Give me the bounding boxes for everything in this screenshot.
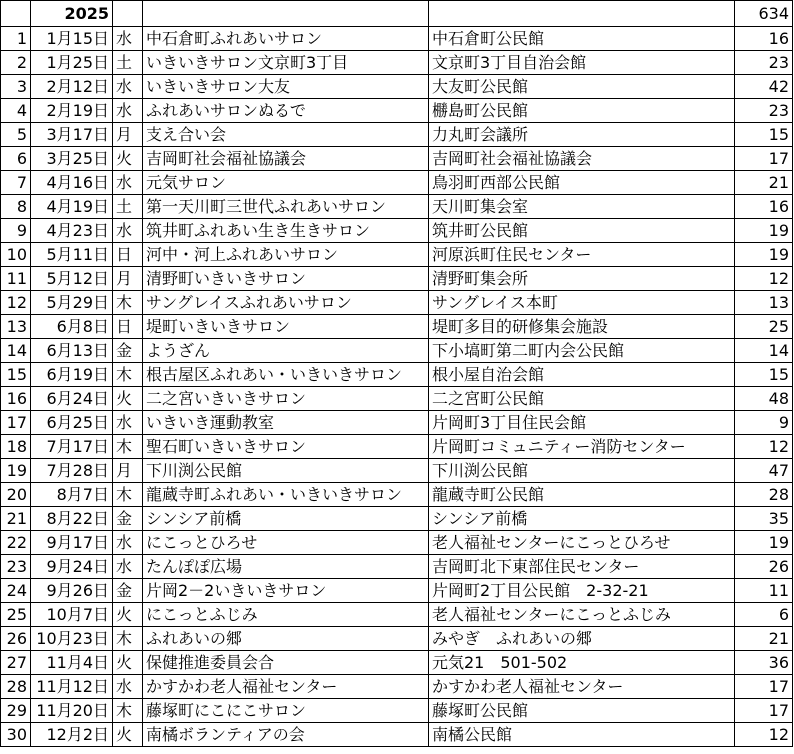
row-number-cell[interactable]: 19	[1, 459, 31, 483]
attendee-count-cell[interactable]: 13	[735, 291, 793, 315]
venue-cell[interactable]: 根小屋自治会館	[429, 363, 735, 387]
table-row	[1, 651, 793, 675]
attendee-count-cell[interactable]: 17	[735, 699, 793, 723]
event-name-cell[interactable]: 下川渕公民館	[143, 459, 429, 483]
weekday-cell[interactable]: 火	[113, 147, 143, 171]
attendee-count-cell[interactable]: 12	[735, 267, 793, 291]
date-cell[interactable]: 11月20日	[31, 699, 113, 723]
row-number-cell[interactable]: 28	[1, 675, 31, 699]
row-number-cell[interactable]: 29	[1, 699, 31, 723]
table-row	[1, 675, 793, 699]
venue-cell[interactable]: 筑井町公民館	[429, 219, 735, 243]
header-cell-dow[interactable]	[113, 1, 143, 27]
event-name-cell[interactable]: たんぽぽ広場	[143, 555, 429, 579]
row-number-cell[interactable]: 18	[1, 435, 31, 459]
attendee-count-cell[interactable]: 19	[735, 219, 793, 243]
event-name-cell[interactable]: ふれあいサロンぬるで	[143, 99, 429, 123]
weekday-cell[interactable]: 火	[113, 723, 143, 747]
date-cell[interactable]: 4月19日	[31, 195, 113, 219]
venue-cell[interactable]: 老人福祉センターにこっとひろせ	[429, 531, 735, 555]
year-cell[interactable]: 2025	[31, 1, 113, 27]
row-number-cell[interactable]: 5	[1, 123, 31, 147]
venue-cell[interactable]: かすかわ老人福祉センター	[429, 675, 735, 699]
row-number-cell[interactable]: 1	[1, 27, 31, 51]
row-number-cell[interactable]: 14	[1, 339, 31, 363]
date-cell[interactable]: 6月8日	[31, 315, 113, 339]
table-row	[1, 531, 793, 555]
table-row	[1, 699, 793, 723]
attendee-count-cell[interactable]: 19	[735, 243, 793, 267]
attendee-count-cell[interactable]: 28	[735, 483, 793, 507]
weekday-cell[interactable]: 土	[113, 195, 143, 219]
attendee-count-cell[interactable]: 11	[735, 579, 793, 603]
row-number-cell[interactable]: 13	[1, 315, 31, 339]
row-number-cell[interactable]: 16	[1, 387, 31, 411]
date-cell[interactable]: 2月12日	[31, 75, 113, 99]
venue-cell[interactable]: 河原浜町住民センター	[429, 243, 735, 267]
attendee-count-cell[interactable]: 17	[735, 147, 793, 171]
venue-cell[interactable]: 元気21 501-502	[429, 651, 735, 675]
date-cell[interactable]: 3月25日	[31, 147, 113, 171]
event-name-cell[interactable]: 元気サロン	[143, 171, 429, 195]
table-row	[1, 723, 793, 747]
row-number-cell[interactable]: 6	[1, 147, 31, 171]
venue-cell[interactable]: 吉岡町社会福祉協議会	[429, 147, 735, 171]
row-number-cell[interactable]: 30	[1, 723, 31, 747]
row-number-cell[interactable]: 25	[1, 603, 31, 627]
event-name-cell[interactable]: ようざん	[143, 339, 429, 363]
table-row	[1, 267, 793, 291]
weekday-cell[interactable]: 月	[113, 123, 143, 147]
row-number-cell[interactable]: 20	[1, 483, 31, 507]
table-row	[1, 243, 793, 267]
header-cell-venue[interactable]	[429, 1, 735, 27]
table-row	[1, 171, 793, 195]
event-name-cell[interactable]: 龍蔵寺町ふれあい・いきいきサロン	[143, 483, 429, 507]
attendee-count-cell[interactable]: 9	[735, 411, 793, 435]
weekday-cell[interactable]: 水	[113, 555, 143, 579]
venue-cell[interactable]: 片岡町3丁目住民会館	[429, 411, 735, 435]
venue-cell[interactable]: 下小塙町第二町内会公民館	[429, 339, 735, 363]
table-row	[1, 603, 793, 627]
attendee-count-cell[interactable]: 17	[735, 675, 793, 699]
venue-cell[interactable]: みやぎ ふれあいの郷	[429, 627, 735, 651]
weekday-cell[interactable]: 水	[113, 75, 143, 99]
date-cell[interactable]: 6月13日	[31, 339, 113, 363]
event-name-cell[interactable]: 第一天川町三世代ふれあいサロン	[143, 195, 429, 219]
weekday-cell[interactable]: 水	[113, 531, 143, 555]
attendee-count-cell[interactable]: 21	[735, 627, 793, 651]
table-row	[1, 123, 793, 147]
row-number-cell[interactable]: 15	[1, 363, 31, 387]
event-name-cell[interactable]: 吉岡町社会福祉協議会	[143, 147, 429, 171]
event-name-cell[interactable]: 中石倉町ふれあいサロン	[143, 27, 429, 51]
table-row	[1, 435, 793, 459]
venue-cell[interactable]: 清野町集会所	[429, 267, 735, 291]
venue-cell[interactable]: 老人福祉センターにこっとふじみ	[429, 603, 735, 627]
table-row	[1, 579, 793, 603]
date-cell[interactable]: 7月28日	[31, 459, 113, 483]
event-name-cell[interactable]: 支え合い会	[143, 123, 429, 147]
event-name-cell[interactable]: 聖石町いきいきサロン	[143, 435, 429, 459]
table-row	[1, 507, 793, 531]
weekday-cell[interactable]: 火	[113, 387, 143, 411]
row-number-cell[interactable]: 22	[1, 531, 31, 555]
date-cell[interactable]: 8月7日	[31, 483, 113, 507]
date-cell[interactable]: 6月25日	[31, 411, 113, 435]
weekday-cell[interactable]: 水	[113, 171, 143, 195]
attendee-count-cell[interactable]: 23	[735, 51, 793, 75]
date-cell[interactable]: 4月16日	[31, 171, 113, 195]
attendee-count-cell[interactable]: 35	[735, 507, 793, 531]
attendee-count-cell[interactable]: 12	[735, 435, 793, 459]
venue-cell[interactable]: 龍蔵寺町公民館	[429, 483, 735, 507]
event-name-cell[interactable]: ふれあいの郷	[143, 627, 429, 651]
row-number-cell[interactable]: 11	[1, 267, 31, 291]
weekday-cell[interactable]: 木	[113, 291, 143, 315]
event-name-cell[interactable]: 片岡2－2いきいきサロン	[143, 579, 429, 603]
date-cell[interactable]: 3月17日	[31, 123, 113, 147]
table-row	[1, 339, 793, 363]
date-cell[interactable]: 11月4日	[31, 651, 113, 675]
event-name-cell[interactable]: シンシア前橋	[143, 507, 429, 531]
venue-cell[interactable]: 鳥羽町西部公民館	[429, 171, 735, 195]
weekday-cell[interactable]: 木	[113, 483, 143, 507]
header-cell-name[interactable]	[143, 1, 429, 27]
row-number-cell[interactable]: 12	[1, 291, 31, 315]
venue-cell[interactable]: 吉岡町北下東部住民センター	[429, 555, 735, 579]
weekday-cell[interactable]: 木	[113, 435, 143, 459]
venue-cell[interactable]: 藤塚町公民館	[429, 699, 735, 723]
row-number-cell[interactable]: 9	[1, 219, 31, 243]
weekday-cell[interactable]: 水	[113, 411, 143, 435]
date-cell[interactable]: 2月19日	[31, 99, 113, 123]
event-name-cell[interactable]: 二之宮いきいきサロン	[143, 387, 429, 411]
date-cell[interactable]: 9月17日	[31, 531, 113, 555]
event-name-cell[interactable]: いきいきサロン文京町3丁目	[143, 51, 429, 75]
table-row	[1, 75, 793, 99]
table-row	[1, 51, 793, 75]
table-row	[1, 27, 793, 51]
date-cell[interactable]: 7月17日	[31, 435, 113, 459]
date-cell[interactable]: 6月24日	[31, 387, 113, 411]
attendee-count-cell[interactable]: 16	[735, 195, 793, 219]
venue-cell[interactable]: 天川町集会室	[429, 195, 735, 219]
event-name-cell[interactable]: 保健推進委員会合	[143, 651, 429, 675]
weekday-cell[interactable]: 月	[113, 267, 143, 291]
weekday-cell[interactable]: 木	[113, 363, 143, 387]
table-row	[1, 627, 793, 651]
date-cell[interactable]: 4月23日	[31, 219, 113, 243]
date-cell[interactable]: 5月29日	[31, 291, 113, 315]
date-cell[interactable]: 10月7日	[31, 603, 113, 627]
venue-cell[interactable]: 南橘公民館	[429, 723, 735, 747]
weekday-cell[interactable]: 日	[113, 243, 143, 267]
weekday-cell[interactable]: 水	[113, 219, 143, 243]
event-name-cell[interactable]: 藤塚町にこにこサロン	[143, 699, 429, 723]
table-row	[1, 363, 793, 387]
weekday-cell[interactable]: 日	[113, 315, 143, 339]
date-cell[interactable]: 12月2日	[31, 723, 113, 747]
event-name-cell[interactable]: 河中・河上ふれあいサロン	[143, 243, 429, 267]
date-cell[interactable]: 1月25日	[31, 51, 113, 75]
venue-cell[interactable]: 中石倉町公民館	[429, 27, 735, 51]
date-cell[interactable]: 6月19日	[31, 363, 113, 387]
venue-cell[interactable]: 片岡町コミュニティー消防センター	[429, 435, 735, 459]
table-row	[1, 195, 793, 219]
row-number-cell[interactable]: 4	[1, 99, 31, 123]
event-name-cell[interactable]: 南橘ボランティアの会	[143, 723, 429, 747]
row-number-cell[interactable]: 10	[1, 243, 31, 267]
header-row	[1, 1, 793, 27]
table-row	[1, 147, 793, 171]
attendee-count-cell[interactable]: 19	[735, 531, 793, 555]
table-row	[1, 483, 793, 507]
attendee-count-cell[interactable]: 26	[735, 555, 793, 579]
weekday-cell[interactable]: 水	[113, 27, 143, 51]
attendee-count-cell[interactable]: 15	[735, 363, 793, 387]
row-number-cell[interactable]: 3	[1, 75, 31, 99]
weekday-cell[interactable]: 金	[113, 339, 143, 363]
event-name-cell[interactable]: いきいきサロン大友	[143, 75, 429, 99]
weekday-cell[interactable]: 水	[113, 675, 143, 699]
table-body	[1, 1, 793, 747]
header-cell-no[interactable]	[1, 1, 31, 27]
venue-cell[interactable]: 二之宮町公民館	[429, 387, 735, 411]
table-row	[1, 555, 793, 579]
event-name-cell[interactable]: にこっとひろせ	[143, 531, 429, 555]
row-number-cell[interactable]: 7	[1, 171, 31, 195]
attendee-count-cell[interactable]: 21	[735, 171, 793, 195]
venue-cell[interactable]: 堤町多目的研修集会施設	[429, 315, 735, 339]
event-name-cell[interactable]: 根古屋区ふれあい・いきいきサロン	[143, 363, 429, 387]
weekday-cell[interactable]: 土	[113, 51, 143, 75]
table-row	[1, 459, 793, 483]
weekday-cell[interactable]: 木	[113, 627, 143, 651]
event-name-cell[interactable]: いきいき運動教室	[143, 411, 429, 435]
venue-cell[interactable]: 文京町3丁目自治会館	[429, 51, 735, 75]
weekday-cell[interactable]: 月	[113, 459, 143, 483]
table-row	[1, 411, 793, 435]
attendee-count-cell[interactable]: 14	[735, 339, 793, 363]
row-number-cell[interactable]: 2	[1, 51, 31, 75]
event-name-cell[interactable]: かすかわ老人福祉センター	[143, 675, 429, 699]
event-name-cell[interactable]: にこっとふじみ	[143, 603, 429, 627]
venue-cell[interactable]: 片岡町2丁目公民館 2-32-21	[429, 579, 735, 603]
weekday-cell[interactable]: 金	[113, 579, 143, 603]
table-row	[1, 315, 793, 339]
attendee-count-cell[interactable]: 25	[735, 315, 793, 339]
venue-cell[interactable]: 下川渕公民館	[429, 459, 735, 483]
date-cell[interactable]: 11月12日	[31, 675, 113, 699]
row-number-cell[interactable]: 27	[1, 651, 31, 675]
date-cell[interactable]: 5月11日	[31, 243, 113, 267]
event-name-cell[interactable]: 堤町いきいきサロン	[143, 315, 429, 339]
row-number-cell[interactable]: 26	[1, 627, 31, 651]
weekday-cell[interactable]: 火	[113, 603, 143, 627]
date-cell[interactable]: 10月23日	[31, 627, 113, 651]
date-cell[interactable]: 9月24日	[31, 555, 113, 579]
attendee-count-cell[interactable]: 36	[735, 651, 793, 675]
weekday-cell[interactable]: 木	[113, 699, 143, 723]
weekday-cell[interactable]: 火	[113, 651, 143, 675]
attendee-count-cell[interactable]: 42	[735, 75, 793, 99]
date-cell[interactable]: 8月22日	[31, 507, 113, 531]
attendee-count-cell[interactable]: 15	[735, 123, 793, 147]
table-row	[1, 219, 793, 243]
row-number-cell[interactable]: 17	[1, 411, 31, 435]
table-row	[1, 387, 793, 411]
attendee-count-cell[interactable]: 12	[735, 723, 793, 747]
row-number-cell[interactable]: 8	[1, 195, 31, 219]
weekday-cell[interactable]: 水	[113, 99, 143, 123]
venue-cell[interactable]: サングレイス本町	[429, 291, 735, 315]
table-row	[1, 99, 793, 123]
attendee-count-cell[interactable]: 48	[735, 387, 793, 411]
venue-cell[interactable]: シンシア前橋	[429, 507, 735, 531]
attendee-count-cell[interactable]: 23	[735, 99, 793, 123]
date-cell[interactable]: 1月15日	[31, 27, 113, 51]
total-count-cell[interactable]: 634	[735, 1, 793, 27]
event-name-cell[interactable]: サングレイスふれあいサロン	[143, 291, 429, 315]
event-name-cell[interactable]: 清野町いきいきサロン	[143, 267, 429, 291]
attendee-count-cell[interactable]: 47	[735, 459, 793, 483]
date-cell[interactable]: 9月26日	[31, 579, 113, 603]
weekday-cell[interactable]: 金	[113, 507, 143, 531]
row-number-cell[interactable]: 24	[1, 579, 31, 603]
event-name-cell[interactable]: 筑井町ふれあい生き生きサロン	[143, 219, 429, 243]
attendee-count-cell[interactable]: 16	[735, 27, 793, 51]
venue-cell[interactable]: 大友町公民館	[429, 75, 735, 99]
table-row	[1, 291, 793, 315]
row-number-cell[interactable]: 23	[1, 555, 31, 579]
row-number-cell[interactable]: 21	[1, 507, 31, 531]
date-cell[interactable]: 5月12日	[31, 267, 113, 291]
venue-cell[interactable]: 力丸町会議所	[429, 123, 735, 147]
attendee-count-cell[interactable]: 6	[735, 603, 793, 627]
venue-cell[interactable]: 橳島町公民館	[429, 99, 735, 123]
